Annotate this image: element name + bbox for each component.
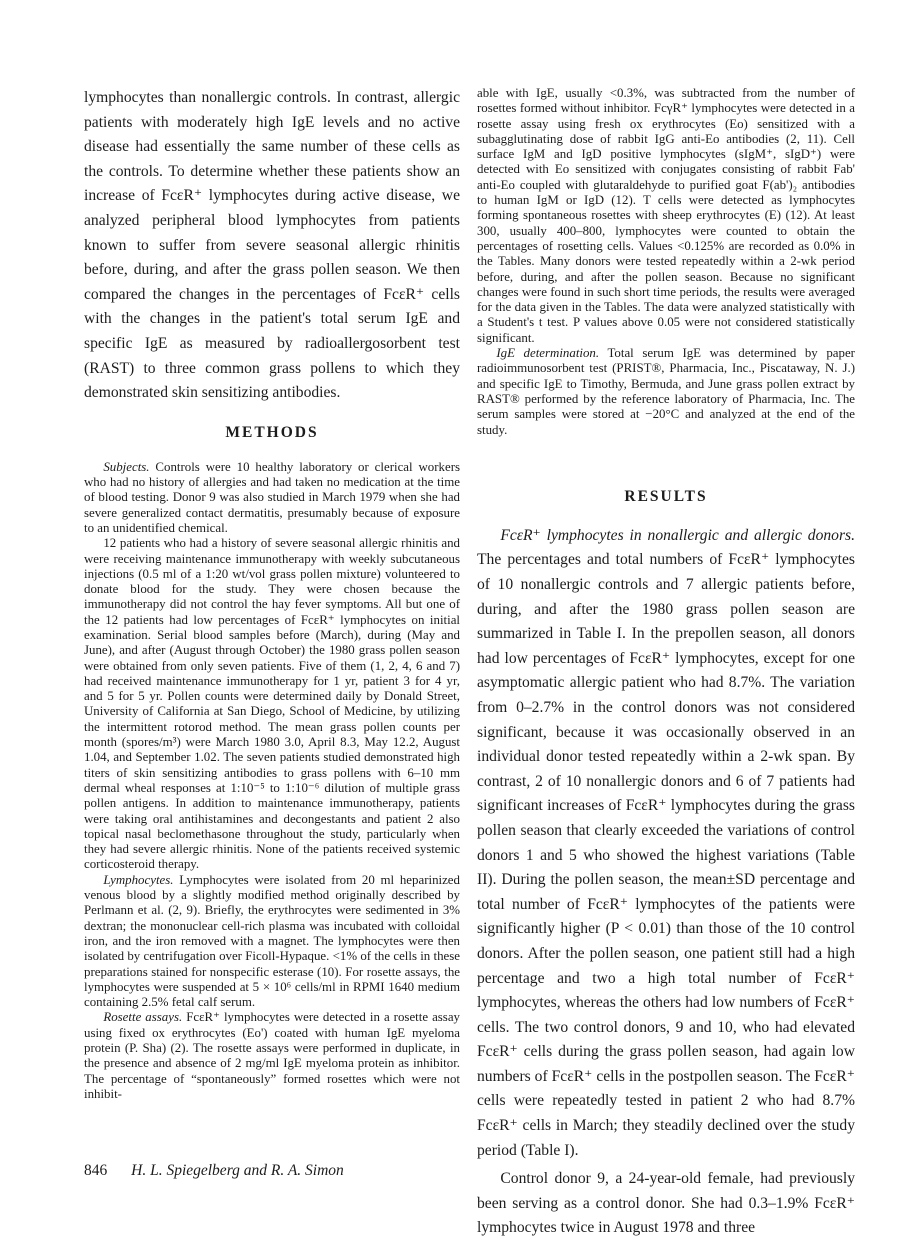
results-paragraph [477,524,855,1163]
results-heading: RESULTS [624,487,708,505]
subjects-paragraph [84,460,460,536]
ige-label: IgE determination. [496,346,600,361]
subjects-text: Controls were 10 healthy laboratory or clerical workers who had no history of allergies and had taken no medication at the time of blood testing. Donor 9 was also studied in March 1979 when she had severe generalized contact dermatitis, presumably because of exposure to an unidentified chemical. [84,459,461,535]
lymphocytes-paragraph [84,873,460,1011]
results-text: The percentages and total numbers of FcεR⁺ lymphocytes of 10 nonallergic controls and 7 allergic patients before, during, and after the 1980 grass pollen season are summarized in Table I. In the prepollen season, all donors had low percentages of FcεR⁺ lymphocytes, except for one asymptomatic allergic patient who had 8.7%. The variation from 0–2.7% in the control donors was not considered significant, because it was occasionally observed in an individual donor tested repeatedly within a 2-wk span. By contrast, 2 of 10 nonallergic donors and 6 of 7 patients had significant increases of FcεR⁺ lymphocytes during the grass pollen season that clearly exceeded the variations of control donors 1 and 5 who showed the highest variations (Table II). During the pollen season, the mean±SD percentage and total number of FcεR⁺ lymphocytes of the patients were significantly higher (P < 0.01) than those of the 10 control donors. After the pollen season, one patient still had a high percentage and two a high total number of FcεR⁺ lymphocytes, whereas the others had low numbers of FcεR⁺ cells. The two control donors, 9 and 10, who had elevated FcεR⁺ cells during the grass pollen season, had again low numbers of FcεR⁺ cells in the postpollen season. The FcεR⁺ cells were repeatedly tested in patient 2 who had 8.7% FcεR⁺ cells in March; they steadily declined over the study period (Table I). [477,551,855,1159]
rosette-text: FcεR⁺ lymphocytes were detected in a rosette assay using fixed ox erythrocytes (Eo') coated with human IgE myeloma protein (P. Sha) (2). The rosette assays were performed in duplicate, in the presence and absence of 2 mg/ml IgE myeloma protein as inhibitor. The percentage of “spontaneously” formed rosettes which were not inhibit- [84,1010,460,1101]
page-number: 846 [84,1162,108,1179]
ige-text: Total serum IgE was determined by paper radioimmunosorbent test (PRIST®, Pharmacia, Inc., Piscataway, N. J.) and specific IgE to Timothy, Bermuda, and June grass pollen extract by RAST® performed by the reference laboratory of Pharmacia, Inc. The serum samples were stored at −20°C and analyzed at the end of the study. [477,346,855,437]
rosette-continued-paragraph: able with IgE, usually <0.3%, was subtracted from the number of rosettes formed without inhibitor. FcγR⁺ lymphocytes were detected in a rosette assay using fresh ox erythrocytes (Eo) sensitized with a subagglutinating dose of rabbit IgG anti-Eo antibodies (2, 11). Cell surface IgM and IgD positive lymphocytes (sIgM⁺, sIgD⁺) were detected with Eo sensitized with conjugates consisting of rabbit Fab' anti-Eo coupled with glutaraldehyde to purified goat F(ab')₂ antibodies to human IgM or IgD (12). T cells were detected as lymphocytes forming spontaneous rosettes with sheep erythrocytes (E) (12). At least 300, usually 400–800, lymphocytes were counted to obtain the percentages of rosetting cells. Values <0.125% are recorded as 0.0% in the Tables. Many donors were tested repeatedly within a 2-wk period before, during, and after the pollen season. Because no significant changes were found in such short time periods, the results were averaged for the data given in the Tables. The data were analyzed statistically with a Student's t test. P values above 0.05 were not considered statistically significant. [477,86,855,345]
patients-paragraph: 12 patients who had a history of severe seasonal allergic rhinitis and were receiving maintenance immunotherapy with weekly subcutaneous injections (0.5 ml of a 1:20 wt/vol grass pollen mixture) volunteered to donate blood for the study. They were chosen because the immunotherapy did not control the hay fever symptoms. All but one of the 12 patients had low percentages of FcεR⁺ lymphocytes on initial examination. Serial blood samples before (March), during (May and June), and after (August through October) the 1980 grass pollen season were obtained from only seven patients. Five of them (1, 2, 4, 6 and 7) had received maintenance immunotherapy for 1 yr, patient 3 for 4 yr, and 5 for 5 yr. Pollen counts were determined daily by Donald Street, University of California at San Diego, School of Medicine, by utilizing the intermittent rotorod method. The mean grass pollen counts per month (spores/m³) were March 1980 3.0, April 8.3, May 12.2, August 1.04, and September 1.02. The seven patients studied demonstrated high titers of skin sensitizing antibodies to grass pollens with 6–10 mm dermal wheal responses at 1:10⁻⁵ to 1:10⁻⁶ dilution of multiple grass pollen antigens. In addition to maintenance immunotherapy, patients were taking oral antihistamines and decongestants and patient 2 also topical nasal beclomethasone throughout the study, particularly when they had severe allergic rhinitis. None of the patients received systemic corticosteroid therapy. [84,536,460,872]
lymphocytes-text: Lymphocytes were isolated from 20 ml heparinized venous blood by a slightly modified method originally described by Perlmann et al. (2, 9). Briefly, the erythrocytes were sedimented in 3% dextran; the mononuclear cell-rich plasma was incubated with colloidal iron, and the iron removed with a magnet. The lymphocytes were then isolated by centrifugation over Ficoll-Hypaque. <1% of the cells in these preparations stained for nonspecific esterase (10). For rosette assays, the lymphocytes were suspended at 5 × 10⁶ cells/ml in RPMI 1640 medium containing 2.5% fetal calf serum. [84,872,460,1010]
running-authors: H. L. Spiegelberg and R. A. Simon [131,1162,344,1179]
control-donor-paragraph: Control donor 9, a 24-year-old female, had previously been serving as a control donor. She had 0.3–1.9% FcεR⁺ lymphocytes twice in August 1978 and three [477,1170,855,1237]
subjects-label: Subjects. [103,459,150,474]
lymphocytes-label: Lymphocytes. [103,872,174,887]
rosette-label: Rosette assays. [103,1010,183,1025]
results-label: FcεR⁺ lymphocytes in nonallergic and allergic donors. [500,526,855,544]
right-column [477,86,855,1241]
ige-paragraph [477,346,855,438]
rosette-paragraph [84,1010,460,1102]
page-footer [84,1162,344,1180]
intro-paragraph: lymphocytes than nonallergic controls. In contrast, allergic patients with moderately high IgE levels and no active disease had essentially the same number of these cells as the controls. To determine whether these patients show an increase of FcεR⁺ lymphocytes during active disease, we analyzed peripheral blood lymphocytes from patients known to suffer from severe seasonal allergic rhinitis before, during, and after the grass pollen season. We then compared the changes in the percentages of FcεR⁺ cells with the changes in the patient's total serum IgE and specific IgE as measured by radioallergosorbent test (RAST) to three common grass pollens to which they demonstrated skin sensitizing antibodies. [84,89,460,402]
left-column [84,86,460,1102]
methods-heading: METHODS [225,423,319,441]
